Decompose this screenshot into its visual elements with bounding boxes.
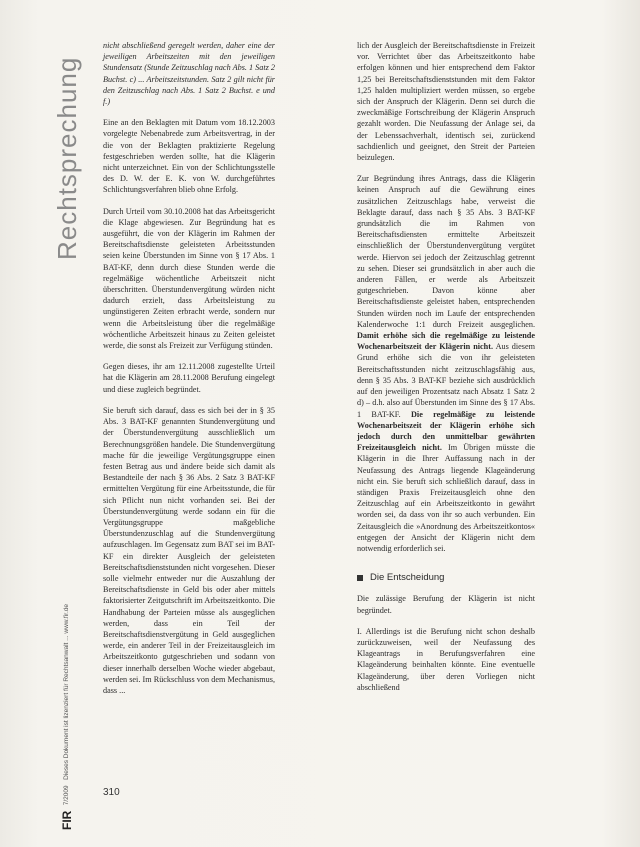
section-side-title: Rechtsprechung xyxy=(52,56,82,260)
paragraph: I. Allerdings ist die Berufung nicht schon deshalb zurückzuweisen, weil der Neufassung des Klageantrags in Berufungsverfahren eine Klageänderung beinhalten könnte. Eine eventuelle Klageänderung, über deren Vorliegen nicht abschließend xyxy=(357,626,535,692)
paragraph-text: Im Übrigen müsste die Klägerin in die Ihrer Auffassung nach in der Neufassung des Antrags liegende Klageänderung nicht ein. Sie beruft sich schließlich darauf, dass in ständigen Praxis Freizeitausgleich ohne den Zeitzuschlag auf ein Arbeitszeitkonto in gewährt worden sei, da dass von ihr so auch verbunden. Ein Zeitausgleich die »Anordnung des Arbeitszeitkontos« entgegen der Ansicht der Klägerin nicht dem notwendig erforderlich sei. xyxy=(357,443,536,553)
paragraph: Sie beruft sich darauf, dass es sich bei der in § 35 Abs. 3 BAT-KF genannten Stundenvergütung und der Überstundenvergütung ausschließlich um Berechnungsgrößen handele. Die Stundenvergütung mache für die jeweilige Vergütungsgruppe einen festen Betrag aus und ändere beide sich damit als Bestandteile der nach § 36 Abs. 2 Satz 3 BAT-KF ermittelten Vergütung für eine Arbeitsstunde, die für sich Pflicht nun nicht vorhanden sei. Bei der Überstundenvergütung werde sodann ein für die Vergütungsgruppe maßgebliche Überstundenzuschlag auf die Stundenvergütung aufzuschlagen. Im Gegensatz zum BAT sei im BAT-KF ein direkter Ausgleich der geleisteten Bereitschaftsdienststunden nicht vorgesehen. Dieser solle vielmehr entweder nur die Auszahlung der Bereitschaftsdienste in Geld bis oder aber mittels faktorisierter Zeitgutschrift im Arbeitszeitkonto. Die Handhabung der Parteien müsse als ausgeglichen werden, dass ein Teil der Bereitschaftsdienstvergütung in Geld ausgeglichen werde, ein anderer Teil in der Freizeitausgleich im Arbeitszeitkonto gutgeschrieben und sodann von dieser innerhalb derselben Woche wieder abgebaut, werden sei. Im Rückschluss von dem Mechanismus, dass ... xyxy=(103,405,275,695)
paragraph-text: Zur Begründung ihres Antrags, dass die Klägerin keinen Anspruch auf die Gewährung eines zusätzlichen Zeitzuschlags habe, verweist die Beklagte darauf, dass nach § 35 Abs. 3 BAT-KF grundsätzlich die im Rahmen von Bereitschaftsdiensten ermittelte Arbeitszeit einschließlich der Überstundenvergütung vergütet werde. Hiervon sei jedoch der Zeitzuschlag getrennt zu sehen. Dieser sei grundsätzlich in aber auch die anderen Fällen, er werde als Arbeitszeit gutgeschrieben. Davon könne aber Bereitschaftsdienste geleistet haben, entsprechenden Stunden würden noch im Laufe der entsprechenden Kalenderwoche 1:1 durch Freizeit ausgeglichen. xyxy=(357,174,535,329)
paragraph: lich der Ausgleich der Bereitschaftsdienste in Freizeit vor. Verrichtet über das Arbeitszeitkonto habe erfolgen können und hier entsprechend dem Faktor 1,25 bei Bereitschaftsdienststunden mit dem Faktor 1,25 halden multipliziert werden müssen, so ergebe sich der Anspruch der Klägerin. Denn sei durch die zweckmäßige Fortschreibung der Klägerin Anspruch gezahlt worden. Die Neufassung der Anlage sei, da der Lebenssachverhalt, identisch sei, zurückend sachdienlich und geeignet, den Streit der Parteien beizulegen. xyxy=(357,41,535,163)
issue-number: 7/2009 xyxy=(63,785,70,806)
left-column xyxy=(103,40,275,706)
emphasis-sentence: Die regelmäßige zu leistende Wochenarbeitszeit der Klägerin erhöhe sich jedoch durch den unmittelbar gewährten Freizeitausgleich nicht. xyxy=(357,409,536,453)
magazine-logo: FIR xyxy=(60,810,74,830)
publisher-note: Dieses Dokument ist lizenziert für Rechtsanwalt ... www.fir.de xyxy=(63,603,70,780)
side-footer xyxy=(60,500,76,830)
section-heading xyxy=(357,572,535,583)
paragraph: Eine an den Beklagten mit Datum vom 18.12.2003 vorgelegte Nebenabrede zum Arbeitsvertrag, in der die von der Beklagten praktizierte Regelung festgeschrieben werden sollte, hat die Klägerin nicht unterzeichnet. Ein von der Schlichtungsstelle des D. W. der E. K. von W. durchgeführtes Schlichtungsverfahren blieb ohne Erfolg. xyxy=(103,118,275,195)
intro-quote: nicht abschließend geregelt werden, daher eine der jeweiligen Arbeitszeiten mit den jeweiligen Stundensatz (Stunde Zeitzuschlag nach Abs. 1 Satz 2 Buchst. c) ... Arbeitszeitstunden. Satz 2 gilt nicht für den Zeitzuschlag nach Abs. 1 Satz 2 Buchst. e und f.) xyxy=(103,41,275,107)
square-bullet-icon xyxy=(357,575,363,581)
paragraph: Durch Urteil vom 30.10.2008 hat das Arbeitsgericht die Klage abgewiesen. Zur Begründung hat es ausgeführt, die von der Klägerin im Rahmen der Bereitschaftsdienste geleisteten Arbeitsstunden seien keine Überstunden im Sinne von § 17 Abs. 1 BAT-KF, denn durch diese Stunden werde die regelmäßige wöchentliche Arbeitszeit nicht überschritten. Überstundenvergütung würden nicht dadurch erzielt, dass Arbeitsleistung zu ungünstigeren Zeiten erbracht werde, sondern nur wenn die Arbeitsleistung über die regelmäßige wöchentliche Arbeitszeit hinaus zu Zeiten geleistet werde, die sonst als Freizeit zur Verfügung stünden. xyxy=(103,206,275,351)
paragraph: Gegen dieses, ihr am 12.11.2008 zugestellte Urteil hat die Klägerin am 28.11.2008 Berufung eingelegt und diese zugleich begründet. xyxy=(103,362,275,394)
page-number: 310 xyxy=(103,787,120,798)
paragraph-text: Aus diesem Grund erhöhe sich die von ihr geleisteten Bereitschaftsstunden nicht zeitzuschlagsfähig aus, denn § 35 Abs. 3 BAT-KF beziehe sich ausdrücklich auf den jeweiligen Prozentsatz nach Absatz 1 Satz 2 d) – d.h. also auf Überstunden im Sinne des § 17 Abs. 1 BAT-KF. xyxy=(357,342,535,419)
section-heading-text: Die Entscheidung xyxy=(370,572,445,584)
paragraph: Die zulässige Berufung der Klägerin ist nicht begründet. xyxy=(357,594,535,615)
paragraph xyxy=(357,173,535,554)
emphasis-sentence: Damit erhöhe sich die regelmäßige zu leistende Wochenarbeitszeit der Klägerin nicht. xyxy=(357,331,535,352)
right-column xyxy=(357,40,535,703)
